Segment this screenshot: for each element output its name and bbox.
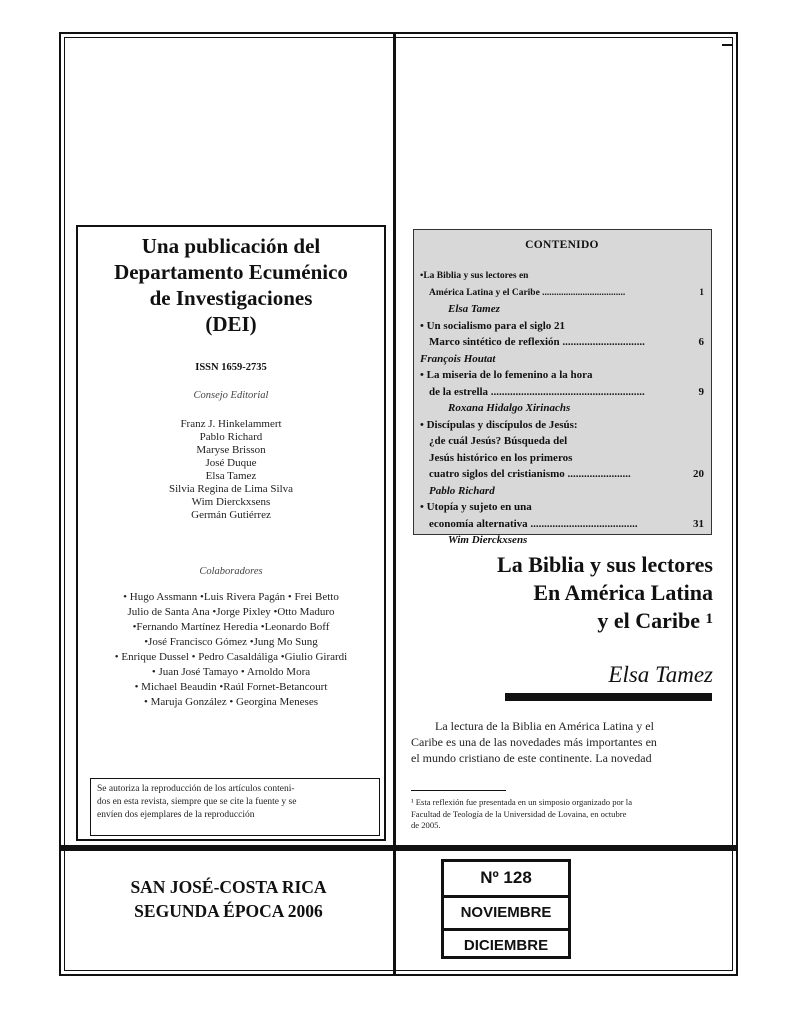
toc-entry-text: • Utopía y sujeto en una bbox=[420, 501, 532, 513]
toc-entry bbox=[420, 466, 704, 483]
publication-title-line: Departamento Ecuménico bbox=[114, 260, 348, 284]
toc-entry bbox=[420, 450, 704, 467]
colaboradores-line: Julio de Santa Ana •Jorge Pixley •Otto Maduro bbox=[127, 606, 335, 618]
consejo-member: Maryse Brisson bbox=[196, 444, 266, 456]
footnote bbox=[411, 797, 713, 832]
toc-entry bbox=[420, 318, 704, 335]
footnote-line: de 2005. bbox=[411, 820, 441, 830]
consejo-member: Pablo Richard bbox=[199, 431, 263, 443]
city-line: SAN JOSÉ-COSTA RICA bbox=[130, 877, 327, 897]
toc-entry bbox=[420, 483, 704, 500]
consejo-member: Silvia Regina de Lima Silva bbox=[168, 483, 294, 495]
notice-line: dos en esta revista, siempre que se cite la fuente y se bbox=[97, 797, 297, 807]
publication-box bbox=[76, 225, 386, 841]
toc-page-number: 9 bbox=[698, 385, 704, 398]
toc-entry bbox=[420, 367, 704, 384]
colaboradores-label: Colaboradores bbox=[199, 566, 263, 577]
toc-entry bbox=[420, 301, 704, 318]
colaboradores-line: • Enrique Dussel • Pedro Casaldáliga •Giulio Girardi bbox=[114, 651, 348, 663]
toc-page-number: 6 bbox=[698, 336, 704, 348]
toc-entry-text: Wim Dierckxsens bbox=[448, 534, 528, 546]
footnote-rule bbox=[411, 790, 506, 791]
colaboradores-line: • Juan José Tamayo • Arnoldo Mora bbox=[151, 666, 311, 678]
article-title bbox=[400, 551, 713, 635]
toc-entry-text: • La miseria de lo femenino a la hora bbox=[420, 369, 593, 381]
toc-entry-text: Marco sintético de reflexión .............................. bbox=[429, 336, 645, 348]
colaboradores-line: •José Francisco Gómez •Jung Mo Sung bbox=[144, 636, 318, 648]
edition-line: SEGUNDA ÉPOCA 2006 bbox=[134, 901, 323, 921]
toc-entry-text: François Houtat bbox=[420, 352, 496, 365]
notice-line: Se autoriza la reproducción de los artículos conteni- bbox=[97, 784, 295, 794]
colaboradores-line: • Maruja González • Georgina Meneses bbox=[144, 696, 318, 708]
article-body bbox=[411, 718, 713, 766]
article-author: Elsa Tamez bbox=[608, 662, 713, 687]
toc-entry bbox=[420, 499, 704, 516]
footnote-line: ¹ Esta reflexión fue presentada en un simposio organizado por la bbox=[411, 797, 633, 807]
article-title-line bbox=[400, 607, 713, 635]
toc-page-number: 1 bbox=[699, 287, 704, 298]
toc-entry bbox=[420, 433, 704, 450]
publication-title-line: de Investigaciones bbox=[149, 286, 313, 310]
toc-page-number: 20 bbox=[693, 468, 704, 480]
toc-list bbox=[420, 268, 704, 549]
contents-box bbox=[413, 229, 712, 546]
toc-entry bbox=[420, 334, 704, 351]
publication-title-line: (DEI) bbox=[205, 312, 257, 336]
consejo-member: Franz J. Hinkelammert bbox=[180, 418, 282, 430]
toc-entry bbox=[420, 384, 704, 401]
toc-entry bbox=[420, 351, 704, 368]
toc-entry-text: • Discípulas y discípulos de Jesús: bbox=[420, 418, 578, 431]
toc-entry-text: Elsa Tamez bbox=[448, 303, 500, 315]
publication-title bbox=[78, 233, 384, 337]
toc-entry-text: ¿de cuál Jesús? Búsqueda del bbox=[429, 435, 568, 447]
city-edition bbox=[64, 875, 393, 923]
consejo-editorial-list bbox=[78, 418, 384, 522]
article-title-line: La Biblia y sus lectores bbox=[497, 552, 713, 577]
toc-page-number: 31 bbox=[693, 517, 704, 530]
toc-entry-text: Pablo Richard bbox=[429, 484, 495, 497]
body-line: La lectura de la Biblia en América Latina y el bbox=[435, 719, 654, 733]
notice-line: envíen dos ejemplares de la reproducción bbox=[97, 810, 255, 820]
footnote-line: Facultad de Teología de la Universidad de Lovaina, en octubre bbox=[411, 808, 627, 819]
consejo-member: Elsa Tamez bbox=[205, 470, 257, 482]
toc-entry bbox=[420, 516, 704, 533]
article-title-line-text: y el Caribe bbox=[597, 608, 700, 633]
consejo-member: Wim Dierckxsens bbox=[191, 496, 271, 508]
vertical-divider bbox=[393, 32, 396, 976]
author-rule bbox=[505, 693, 712, 701]
horizontal-divider bbox=[59, 845, 738, 851]
publication-title-line: Una publicación del bbox=[141, 234, 321, 258]
toc-entry bbox=[420, 532, 704, 549]
toc-entry-text: • Un socialismo para el siglo 21 bbox=[420, 319, 566, 332]
issue-number: Nº 128 bbox=[444, 862, 568, 898]
issue-month-2: DICIEMBRE bbox=[463, 937, 549, 954]
colaboradores-line: • Michael Beaudin •Raúl Fornet-Betancourt bbox=[134, 681, 328, 693]
toc-entry bbox=[420, 285, 704, 302]
issue-month-1: NOVIEMBRE bbox=[444, 898, 568, 931]
issn-number: ISSN 1659-2735 bbox=[195, 362, 267, 373]
footnote-marker: 1 bbox=[705, 611, 713, 627]
colaboradores-list bbox=[80, 590, 382, 710]
toc-entry-text: cuatro siglos del cristianismo ....................... bbox=[429, 468, 631, 480]
toc-entry-text: América Latina y el Caribe ................................... bbox=[429, 287, 626, 298]
colaboradores-line: • Hugo Assmann •Luis Rivera Pagán • Frei Betto bbox=[123, 591, 339, 603]
colaboradores-line: •Fernando Martínez Heredia •Leonardo Boff bbox=[132, 621, 330, 633]
toc-entry-text: Jesús histórico en los primeros bbox=[429, 451, 573, 464]
toc-entry-text: economía alternativa ....................................... bbox=[429, 517, 638, 530]
reproduction-notice bbox=[90, 778, 380, 836]
toc-entry bbox=[420, 400, 704, 417]
toc-entry bbox=[420, 268, 704, 285]
consejo-member: José Duque bbox=[205, 457, 257, 469]
toc-entry-text: •La Biblia y sus lectores en bbox=[420, 271, 529, 281]
consejo-editorial-label: Consejo Editorial bbox=[193, 390, 269, 401]
toc-entry-text: de la estrella ........................................................ bbox=[429, 385, 645, 398]
issue-box bbox=[441, 859, 571, 959]
consejo-member: Germán Gutiérrez bbox=[191, 509, 271, 521]
body-line: Caribe es una de las novedades más importantes en bbox=[411, 735, 657, 749]
corner-mark bbox=[722, 44, 732, 46]
contents-title: CONTENIDO bbox=[525, 239, 599, 251]
toc-entry bbox=[420, 417, 704, 434]
article-title-line: En América Latina bbox=[533, 580, 713, 605]
toc-entry-text: Roxana Hidalgo Xirinachs bbox=[448, 402, 571, 414]
body-line: el mundo cristiano de este continente. La novedad bbox=[411, 751, 652, 765]
